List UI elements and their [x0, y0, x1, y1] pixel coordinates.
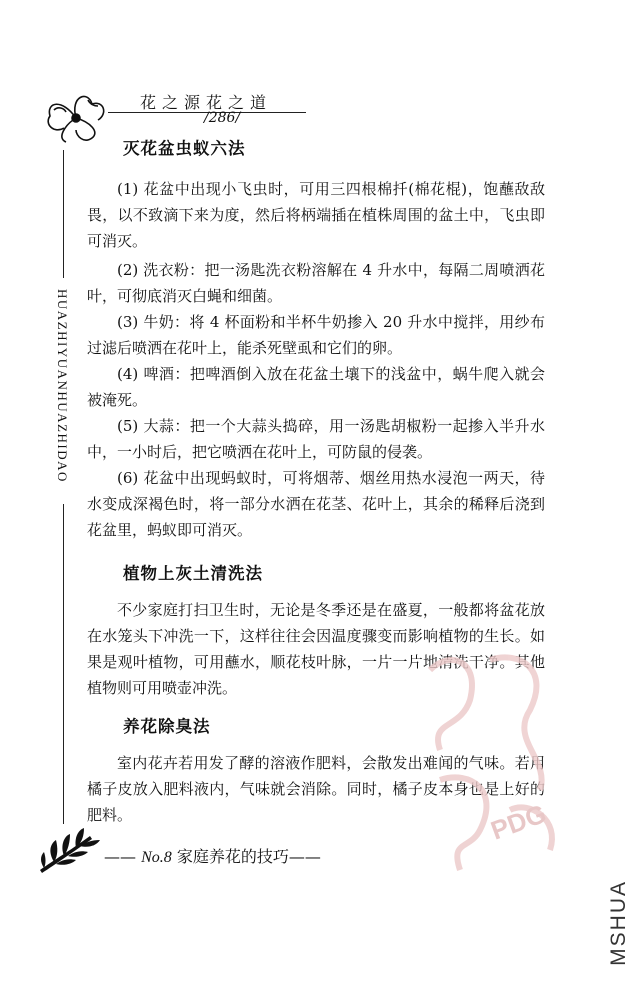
watermark-stamp-text: PDG [486, 798, 550, 846]
footer-dash-right: —— [288, 847, 321, 866]
section-heading: 植物上灰土清洗法 [123, 564, 263, 583]
paragraph: (1) 花盆中出现小飞虫时，可用三四根棉扦(棉花棍)，饱蘸敌敌畏，以不致滴下来为度，然后将柄端插在植株周围的盆土中，飞虫即可消灭。 [87, 180, 545, 250]
section-heading: 灭花盆虫蚁六法 [123, 139, 246, 158]
paragraph: 不少家庭打扫卫生时，无论是冬季还是在盛夏，一般都将盆花放在水笼头下冲洗一下，这样往往会因温度骤变而影响植物的生长。如果是观叶植物，可用蘸水，顺花枝叶脉，一片一片地清洗干净。其他植物则可用喷壶冲洗。 [87, 601, 545, 697]
spine-line-top [63, 150, 64, 278]
paragraph: (2) 洗衣粉：把一汤匙洗衣粉溶解在 4 升水中，每隔二周喷洒花叶，可彻底消灭白蝇和细菌。 [87, 261, 545, 305]
page-number: /286/ [204, 110, 241, 126]
paragraph: (5) 大蒜：把一个大蒜头捣碎，用一汤匙胡椒粉一起掺入半升水中，一小时后，把它喷洒在花叶上，可防鼠的侵袭。 [87, 417, 545, 461]
paragraph: 室内花卉若用发了酵的溶液作肥料，会散发出难闻的气味。若用橘子皮放入肥料液内，气味就会消除。同时，橘子皮本身也是上好的肥料。 [87, 754, 545, 824]
leaf-ornament-icon [34, 826, 108, 876]
paragraph: (6) 花盆中出现蚂蚁时，可将烟蒂、烟丝用热水浸泡一两天，待水变成深褐色时，将一部分水洒在花茎、花叶上，其余的稀释后浇到花盆里，蚂蚁即可消灭。 [87, 469, 545, 539]
flower-ornament-icon [40, 88, 112, 146]
side-watermark: MSHUA [607, 880, 630, 966]
watermark-stamp [410, 640, 580, 890]
paragraph: (4) 啤酒：把啤酒倒入放在花盆土壤下的浅盆中，蜗牛爬入就会被淹死。 [87, 365, 545, 409]
spine-line-bottom [63, 504, 64, 824]
paragraph: (3) 牛奶：将 4 杯面粉和半杯牛奶掺入 20 升水中搅拌，用纱布过滤后喷洒在花叶上，能杀死壁虱和它们的卵。 [87, 313, 545, 357]
footer-dash-left: —— [104, 847, 142, 866]
chapter-title: 家庭养花的技巧 [176, 847, 289, 866]
book-title-header: 花之源花之道 [140, 93, 273, 112]
section-heading: 养花除臭法 [123, 717, 211, 736]
spine-text: HUAZHIYUANHUAZHIDAO [55, 289, 70, 483]
chapter-number: No.8 [141, 849, 172, 866]
chapter-footer [104, 844, 321, 867]
